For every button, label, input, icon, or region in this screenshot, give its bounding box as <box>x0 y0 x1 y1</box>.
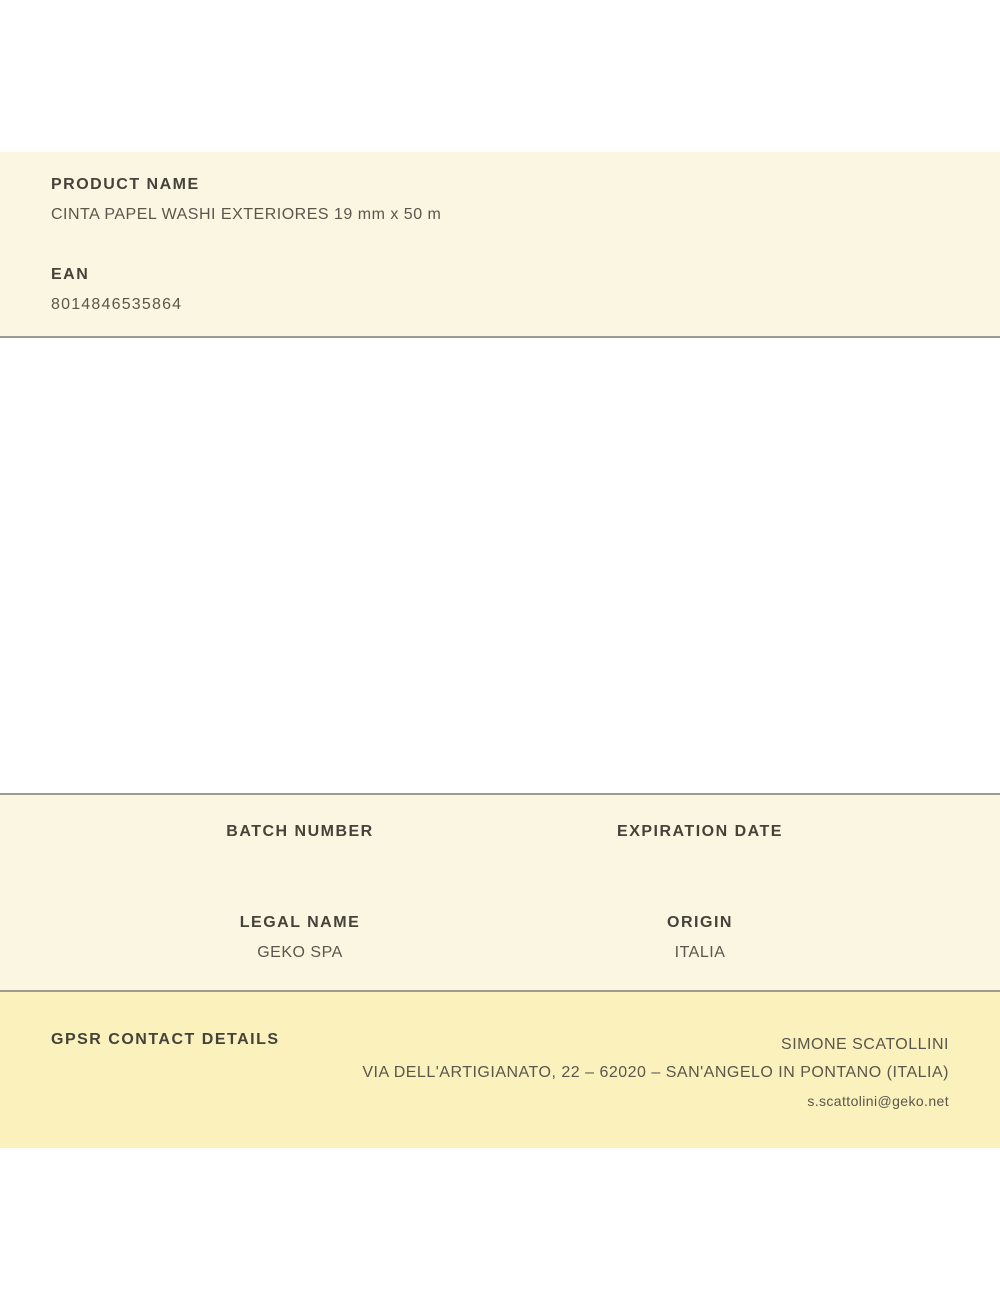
expiration-date-value <box>500 853 900 871</box>
origin-label: ORIGIN <box>667 914 733 931</box>
product-info-section <box>0 152 1000 338</box>
legal-name-field <box>100 914 500 962</box>
gpsr-contact-address: VIA DELL'ARTIGIANATO, 22 – 62020 – SAN'ANGELO IN PONTANO (ITALIA) <box>362 1064 949 1081</box>
batch-number-label: BATCH NUMBER <box>226 823 374 840</box>
gpsr-contact-name: SIMONE SCATOLLINI <box>781 1036 949 1053</box>
legal-origin-row <box>100 914 900 962</box>
ean-block <box>51 266 949 314</box>
origin-value: ITALIA <box>674 944 726 961</box>
ean-label: EAN <box>51 266 90 283</box>
gpsr-contact-email: s.scattolini@geko.net <box>807 1093 949 1109</box>
gpsr-contact-section <box>0 990 1000 1148</box>
gpsr-contact-details <box>362 1031 949 1115</box>
product-name-label: PRODUCT NAME <box>51 176 200 193</box>
expiration-date-label: EXPIRATION DATE <box>617 823 783 840</box>
product-name-value: CINTA PAPEL WASHI EXTERIORES 19 mm x 50 m <box>51 206 442 223</box>
ean-value: 8014846535864 <box>51 296 183 313</box>
batch-origin-section <box>0 793 1000 990</box>
expiration-date-field <box>500 823 900 871</box>
gpsr-contact-label: GPSR CONTACT DETAILS <box>51 1031 280 1048</box>
legal-name-label: LEGAL NAME <box>239 914 361 931</box>
batch-number-field <box>100 823 500 871</box>
legal-name-value: GEKO SPA <box>257 944 343 961</box>
batch-expiration-row <box>100 823 900 871</box>
origin-field <box>500 914 900 962</box>
batch-number-value <box>100 853 500 871</box>
